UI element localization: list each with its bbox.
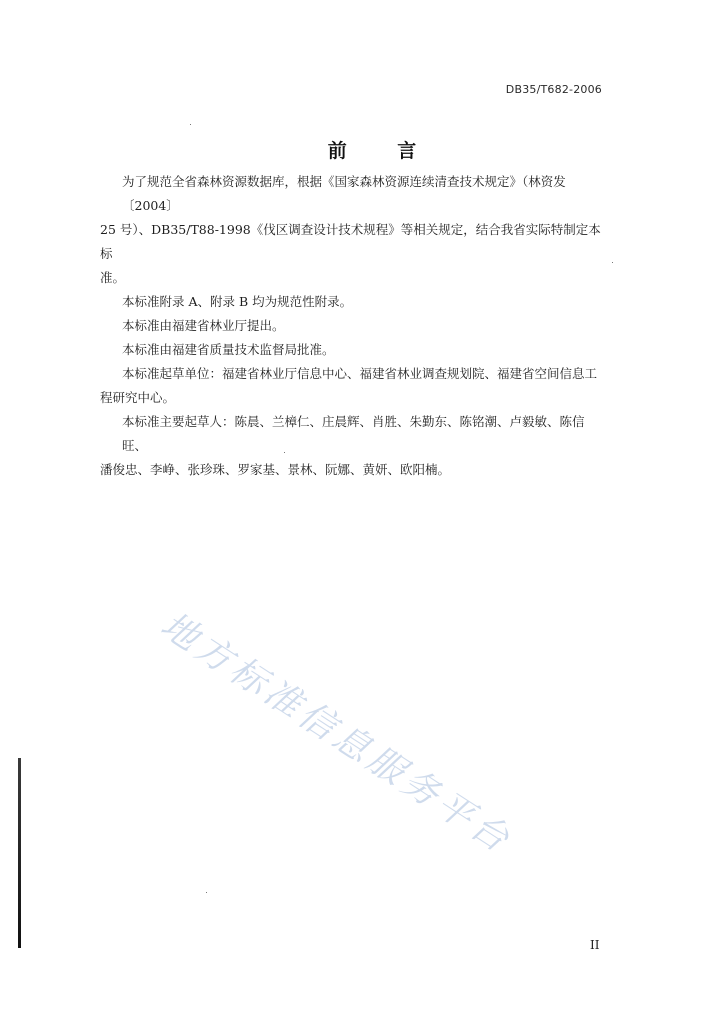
paragraph-proposer	[122, 314, 604, 338]
standard-code: DB35/T682-2006	[505, 83, 602, 96]
scan-speck	[284, 452, 285, 453]
scan-edge-mark	[18, 758, 21, 948]
paragraph-line: 准。	[100, 270, 126, 285]
paragraph-line: 为了规范全省森林资源数据库，根据《国家森林资源连续清查技术规定》（林资发〔2004〕	[122, 174, 566, 213]
page-title: 前 言	[327, 140, 439, 162]
paragraph-line: 本标准主要起草人：陈晨、兰樟仁、庄晨辉、肖胜、朱勤东、陈铭潮、卢毅敏、陈信旺、	[122, 414, 585, 453]
scan-speck	[206, 892, 207, 893]
paragraph-line: 本标准由福建省质量技术监督局批准。	[122, 342, 335, 357]
paragraph-line: 25 号）、DB35/T88-1998《伐区调查设计技术规程》等相关规定，结合我省实际特制定本标	[100, 222, 601, 261]
paragraph-appendix	[122, 290, 604, 314]
paragraph-drafters	[100, 410, 604, 482]
paragraph-approver	[122, 338, 604, 362]
scan-speck	[612, 262, 613, 263]
paragraph-line: 本标准起草单位：福建省林业厅信息中心、福建省林业调查规划院、福建省空间信息工	[122, 366, 598, 381]
scan-speck	[190, 124, 191, 125]
paragraph-purpose	[100, 170, 604, 290]
paragraph-line: 本标准由福建省林业厅提出。	[122, 318, 285, 333]
paragraph-line: 潘俊忠、李峥、张珍珠、罗家基、景林、阮娜、黄妍、欧阳楠。	[100, 462, 451, 477]
preface-body	[100, 170, 604, 482]
paragraph-line: 程研究中心。	[100, 390, 176, 405]
page-number: II	[590, 938, 600, 952]
watermark: 地方标准信息服务平台	[153, 604, 520, 863]
paragraph-drafting-units	[100, 362, 604, 410]
paragraph-line: 本标准附录 A、附录 B 均为规范性附录。	[122, 294, 353, 309]
